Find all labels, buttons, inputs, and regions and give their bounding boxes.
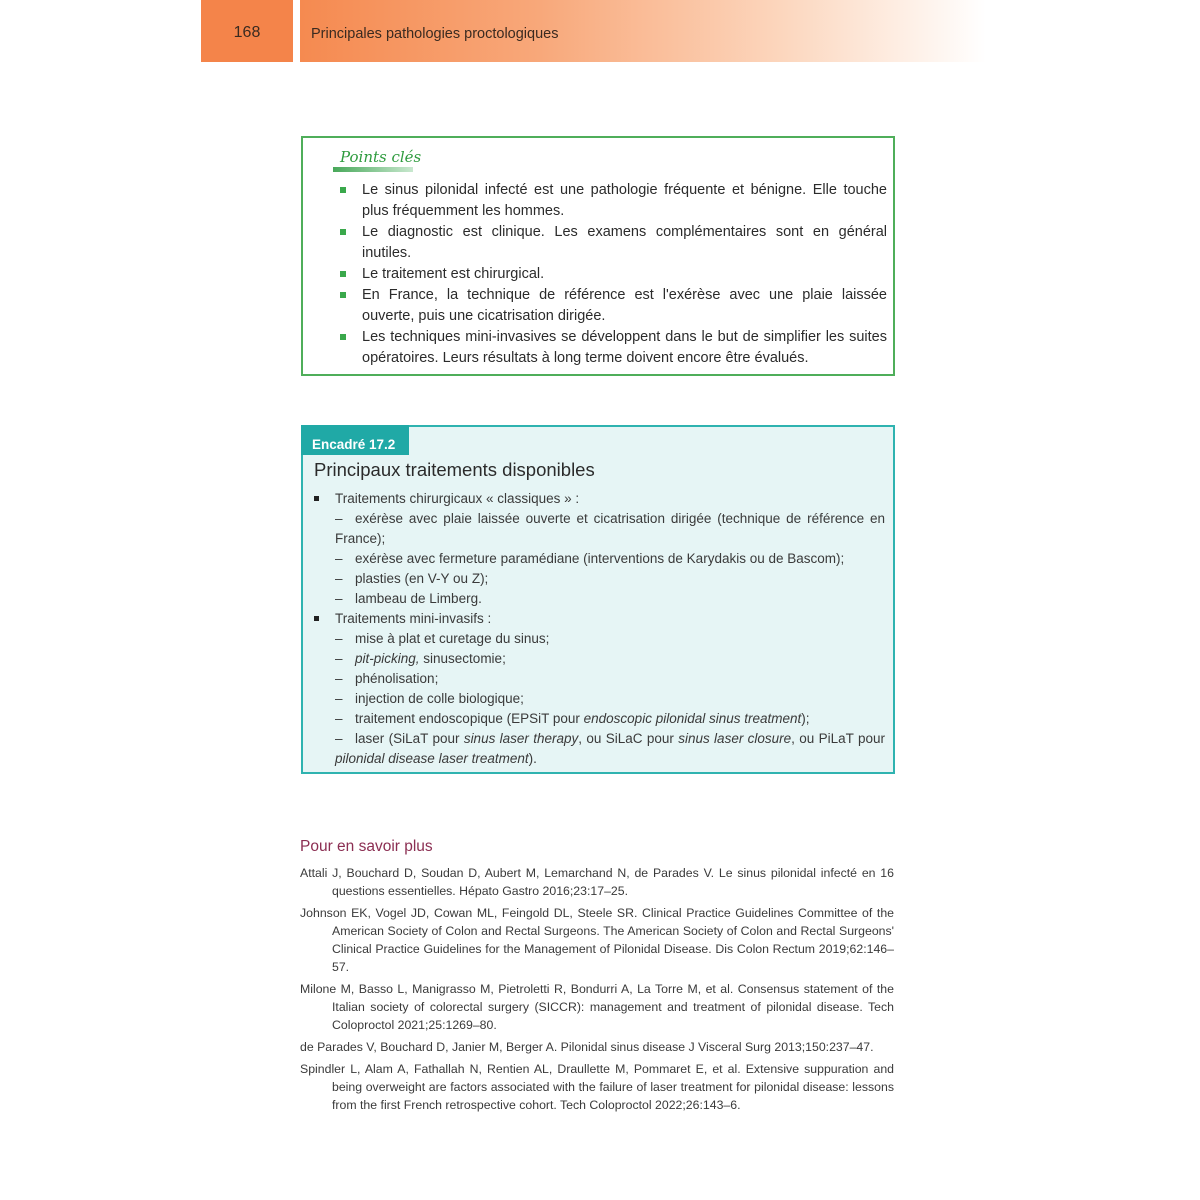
group-label-minimally-invasive: Traitements mini-invasifs : [313,609,885,629]
italic-term: pit-picking, [355,651,420,666]
italic-term: endoscopic pilonidal sinus treatment [583,711,802,726]
reference-item: Spindler L, Alam A, Fathallah N, Rentien AL, Draullette M, Pommaret E, et al. Extensive suppuration and being overweight are factors associated with the failure of laser treatment for pilonidal disease: lessons from the first French retrospective cohort. Tech Coloproctol 2022;26:143–6. [300,1062,894,1112]
reference-item: Attali J, Bouchard D, Soudan D, Aubert M, Lemarchand N, de Parades V. Le sinus pilonidal infecté en 16 questions essentielles. Hépato Gastro 2016;23:17–25. [300,866,894,898]
list-item: – plasties (en V-Y ou Z); [313,569,885,589]
item-text: sinusectomie; [419,651,506,666]
reference-item: de Parades V, Bouchard D, Janier M, Berger A. Pilonidal sinus disease J Visceral Surg 2013;150:237–47. [300,1040,874,1054]
italic-term: sinus laser closure [678,731,792,746]
item-text: , ou SiLaC pour [578,731,679,746]
key-point-item: Le diagnostic est clinique. Les examens complémentaires sont en général inutiles. [339,222,887,264]
box-title: Principaux traitements disponibles [314,459,595,480]
item-text: ); [801,711,810,726]
key-points-underline [333,167,413,172]
key-points-list [339,180,887,369]
group-label-surgical: Traitements chirurgicaux « classiques » : [313,489,885,509]
box-body [313,489,885,769]
page-header [201,0,986,62]
reference-item: Johnson EK, Vogel JD, Cowan ML, Feingold DL, Steele SR. Clinical Practice Guidelines Committee of the American Society of Colon and Rectal Surgeons. The American Society of Colon and Rectal Surgeons' Clinical Practice Guidelines for the Management of Pilonidal Disease. Dis Colon Rectum 2019;62:146–57. [300,906,894,974]
item-text: , ou PiLaT pour [791,731,885,746]
list-item: – lambeau de Limberg. [313,589,885,609]
item-text: traitement endoscopique (EPSiT pour [355,711,584,726]
references-title: Pour en savoir plus [300,838,433,855]
key-point-item: Le traitement est chirurgical. [339,264,887,285]
key-point-item: Le sinus pilonidal infecté est une pathologie fréquente et bénigne. Elle touche plus fréquemment les hommes. [339,180,887,222]
italic-term: pilonidal disease laser treatment [335,751,529,766]
references-list [300,864,894,1118]
list-item: – exérèse avec plaie laissée ouverte et cicatrisation dirigée (technique de référence en France); [313,509,885,549]
key-points-box [301,136,895,376]
list-item: – exérèse avec fermeture paramédiane (interventions de Karydakis ou de Bascom); [313,549,885,569]
list-item [313,709,885,729]
list-item [313,649,885,669]
treatments-box [301,425,895,774]
key-point-item: En France, la technique de référence est l'exérèse avec une plaie laissée ouverte, puis une cicatrisation dirigée. [339,285,887,327]
item-text: laser (SiLaT pour [355,731,464,746]
box-tag: Encadré 17.2 [301,425,409,455]
list-item: – injection de colle biologique; [313,689,885,709]
page-number: 168 [201,0,293,62]
chapter-title: Principales pathologies proctologiques [300,0,986,62]
key-points-title: Points clés [340,148,422,166]
list-item: – phénolisation; [313,669,885,689]
key-point-item: Les techniques mini-invasives se développent dans le but de simplifier les suites opératoires. Leurs résultats à long terme doivent encore être évalués. [339,327,887,369]
list-item [313,729,885,769]
italic-term: sinus laser therapy [463,731,579,746]
list-item: – mise à plat et curetage du sinus; [313,629,885,649]
reference-item: Milone M, Basso L, Manigrasso M, Pietroletti R, Bondurri A, La Torre M, et al. Consensus statement of the Italian society of colorectal surgery (SICCR): management and treatment of pilonidal disease. Tech Coloproctol 2021;25:1269–80. [300,982,894,1032]
item-text: ). [528,751,537,766]
